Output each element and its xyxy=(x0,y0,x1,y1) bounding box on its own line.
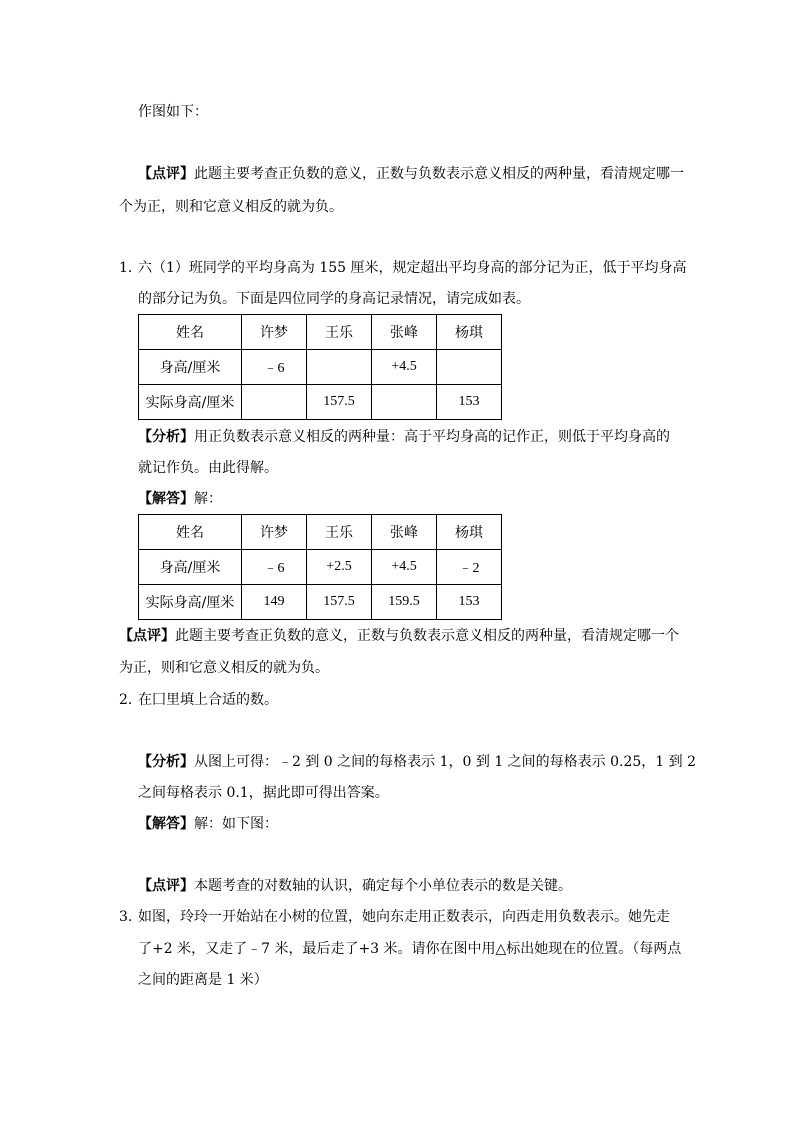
analysis-tag: 【分析】 xyxy=(138,754,194,770)
comment-text: 此题主要考查正负数的意义，正数与负数表示意义相反的两种量，看清规定哪一 xyxy=(194,166,684,182)
table-row xyxy=(139,315,502,350)
table-row xyxy=(139,515,502,550)
question-table xyxy=(138,314,502,420)
question-number: 3. xyxy=(119,909,133,925)
comment-tag: 【点评】 xyxy=(119,628,175,644)
table-cell: 身高/厘米 xyxy=(139,550,242,585)
comment-tag: 【点评】 xyxy=(138,878,194,894)
question-3 xyxy=(119,907,670,927)
table-cell: 许梦 xyxy=(242,315,307,350)
table-cell: 149 xyxy=(242,585,307,620)
analysis-paragraph xyxy=(138,427,670,447)
table-cell xyxy=(437,350,502,385)
comment-paragraph xyxy=(138,164,684,184)
table-cell: 杨琪 xyxy=(437,515,502,550)
answer-tag: 【解答】 xyxy=(138,491,194,507)
comment-text-cont: 为正，则和它意义相反的就为负。 xyxy=(119,660,329,676)
analysis-text: 用正负数表示意义相反的两种量：高于平均身高的记作正，则低于平均身高的 xyxy=(194,429,670,445)
table-cell xyxy=(307,350,372,385)
table-cell: 157.5 xyxy=(307,585,372,620)
table-cell: 157.5 xyxy=(307,385,372,420)
table-cell: ﹣6 xyxy=(242,550,307,585)
question-number: 2. xyxy=(119,692,133,708)
table-cell xyxy=(242,385,307,420)
analysis-paragraph xyxy=(138,752,696,772)
question-number: 1. xyxy=(119,260,133,276)
table-cell: 杨琪 xyxy=(437,315,502,350)
comment-text: 此题主要考查正负数的意义，正数与负数表示意义相反的两种量，看清规定哪一个 xyxy=(175,628,679,644)
table-cell: +2.5 xyxy=(307,550,372,585)
analysis-tag: 【分析】 xyxy=(138,429,194,445)
table-cell: 153 xyxy=(437,585,502,620)
table-cell: 许梦 xyxy=(242,515,307,550)
table-row xyxy=(139,585,502,620)
table-row xyxy=(139,350,502,385)
question-text: 在囗里填上合适的数。 xyxy=(138,692,278,708)
table-cell: 王乐 xyxy=(307,515,372,550)
answer-table xyxy=(138,514,502,620)
table-cell: 身高/厘米 xyxy=(139,350,242,385)
analysis-text-cont: 就记作负。由此得解。 xyxy=(138,460,278,476)
answer-paragraph xyxy=(138,489,222,509)
intro-text: 作图如下： xyxy=(138,104,208,120)
table-row xyxy=(139,550,502,585)
table-cell: +4.5 xyxy=(372,350,437,385)
table-cell: 159.5 xyxy=(372,585,437,620)
table-cell xyxy=(372,385,437,420)
table-cell: 实际身高/厘米 xyxy=(139,385,242,420)
table-cell: 张峰 xyxy=(372,315,437,350)
analysis-text-cont: 之间每格表示 0.1，据此即可得出答案。 xyxy=(138,785,389,801)
table-cell: 153 xyxy=(437,385,502,420)
table-row xyxy=(139,385,502,420)
question-text-cont: 的部分记为负。下面是四位同学的身高记录情况，请完成如表。 xyxy=(138,291,530,307)
table-cell: ﹣6 xyxy=(242,350,307,385)
question-2 xyxy=(119,690,278,710)
comment-paragraph xyxy=(138,876,572,896)
table-cell: +4.5 xyxy=(372,550,437,585)
table-cell: 王乐 xyxy=(307,315,372,350)
table-cell: 姓名 xyxy=(139,515,242,550)
comment-tag: 【点评】 xyxy=(138,166,194,182)
question-text-cont: 之间的距离是 1 米） xyxy=(138,972,268,988)
answer-text: 解：如下图： xyxy=(194,816,278,832)
comment-paragraph xyxy=(119,626,679,646)
comment-text-cont: 个为正，则和它意义相反的就为负。 xyxy=(119,199,343,215)
table-cell: 实际身高/厘米 xyxy=(139,585,242,620)
analysis-text: 从图上可得：﹣2 到 0 之间的每格表示 1，0 到 1 之间的每格表示 0.25，1 到 2 xyxy=(194,754,697,770)
answer-paragraph xyxy=(138,814,278,834)
table-cell: ﹣2 xyxy=(437,550,502,585)
question-text: 六（1）班同学的平均身高为 155 厘米，规定超出平均身高的部分记为正，低于平均身高 xyxy=(138,260,687,276)
question-text-cont: 了+2 米，又走了﹣7 米，最后走了+3 米。请你在图中用△标出她现在的位置。（每两点 xyxy=(138,941,682,957)
answer-tag: 【解答】 xyxy=(138,816,194,832)
answer-text: 解： xyxy=(194,491,222,507)
table-cell: 张峰 xyxy=(372,515,437,550)
question-text: 如图，玲玲一开始站在小树的位置，她向东走用正数表示，向西走用负数表示。她先走 xyxy=(138,909,670,925)
question-1 xyxy=(119,258,687,278)
comment-text: 本题考查的对数轴的认识，确定每个小单位表示的数是关键。 xyxy=(194,878,572,894)
table-cell: 姓名 xyxy=(139,315,242,350)
